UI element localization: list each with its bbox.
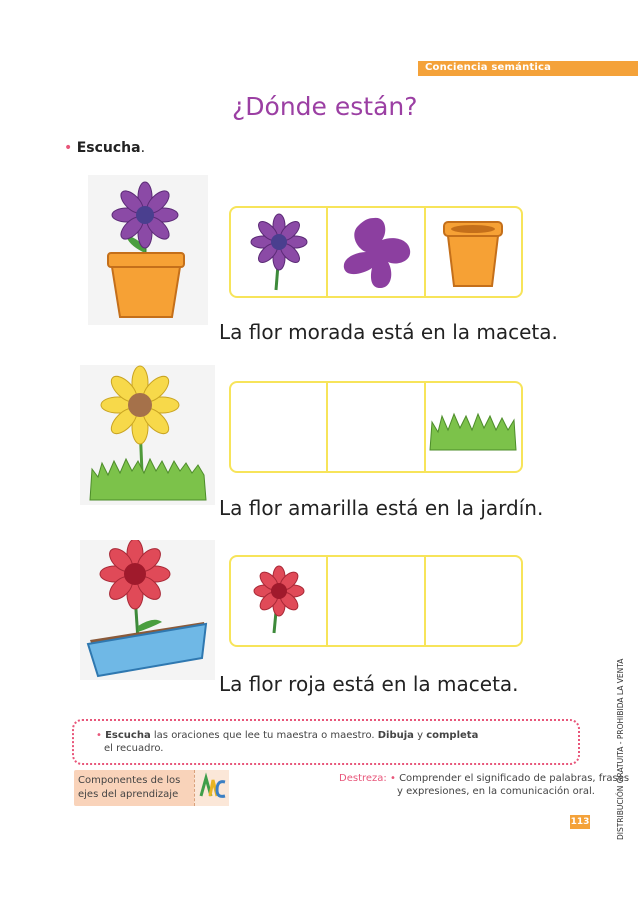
task-text-1: las oraciones que lee tu maestra o maestro. — [150, 730, 378, 741]
bullet-icon: • — [389, 773, 396, 784]
components-box — [74, 770, 229, 806]
picture-strip-1 — [229, 206, 523, 298]
components-line-2: ejes del aprendizaje — [78, 789, 179, 800]
instruction — [64, 140, 145, 156]
instruction-verb: Escucha — [76, 140, 141, 156]
strip-1-cell-3[interactable] — [426, 208, 521, 296]
section-tag: Conciencia semántica — [425, 62, 552, 73]
strip-2-cell-3[interactable] — [426, 383, 521, 471]
task-word-2: Dibuja — [377, 730, 414, 741]
strip-1-cell-2[interactable] — [328, 208, 425, 296]
destreza-line-2: y expresiones, en la comunicación oral. — [397, 786, 595, 797]
task-word-3: completa — [426, 730, 479, 741]
purple-flower-icon — [244, 212, 314, 292]
bullet-icon: • — [64, 140, 73, 156]
strip-3-cell-3[interactable] — [426, 557, 521, 645]
strip-2-cell-1[interactable] — [231, 383, 328, 471]
destreza — [339, 772, 629, 798]
orange-pot-icon — [438, 212, 508, 292]
side-note: DISTRIBUCIÓN GRATUITA - PROHIBIDA LA VENTA — [616, 658, 625, 840]
strip-3-cell-2[interactable] — [328, 557, 425, 645]
task-box — [72, 719, 580, 765]
components-line-1: Componentes de los — [78, 775, 181, 786]
page-title: ¿Dónde están? — [232, 92, 418, 121]
purple-flower-pot-icon — [88, 175, 208, 325]
yellow-flower-grass-icon — [80, 365, 215, 505]
learning-axes-icon — [194, 770, 229, 806]
section-header-bar — [418, 61, 638, 76]
task-text-2: y — [413, 730, 427, 741]
red-flower-icon — [244, 561, 314, 641]
purple-blob-icon — [336, 212, 416, 292]
instruction-tail: . — [140, 140, 146, 156]
components-label — [78, 774, 180, 802]
task-word-1: Escucha — [105, 730, 151, 741]
destreza-line-1: Comprender el significado de palabras, frases — [399, 773, 630, 784]
bullet-icon: • — [96, 730, 102, 741]
red-flower-planter-icon — [80, 540, 215, 680]
strip-2-cell-2[interactable] — [328, 383, 425, 471]
sentence-3: La flor roja está en la maceta. — [219, 672, 519, 696]
task-text-3: el recuadro. — [104, 743, 164, 754]
strip-3-cell-1[interactable] — [231, 557, 328, 645]
destreza-label: Destreza: — [339, 773, 387, 784]
sentence-1: La flor morada está en la maceta. — [219, 320, 558, 344]
picture-strip-2 — [229, 381, 523, 473]
task-text — [96, 729, 478, 755]
grass-icon — [428, 402, 518, 452]
page-number: 113 — [570, 817, 590, 827]
sentence-2: La flor amarilla está en la jardín. — [219, 496, 544, 520]
strip-1-cell-1[interactable] — [231, 208, 328, 296]
picture-strip-3 — [229, 555, 523, 647]
